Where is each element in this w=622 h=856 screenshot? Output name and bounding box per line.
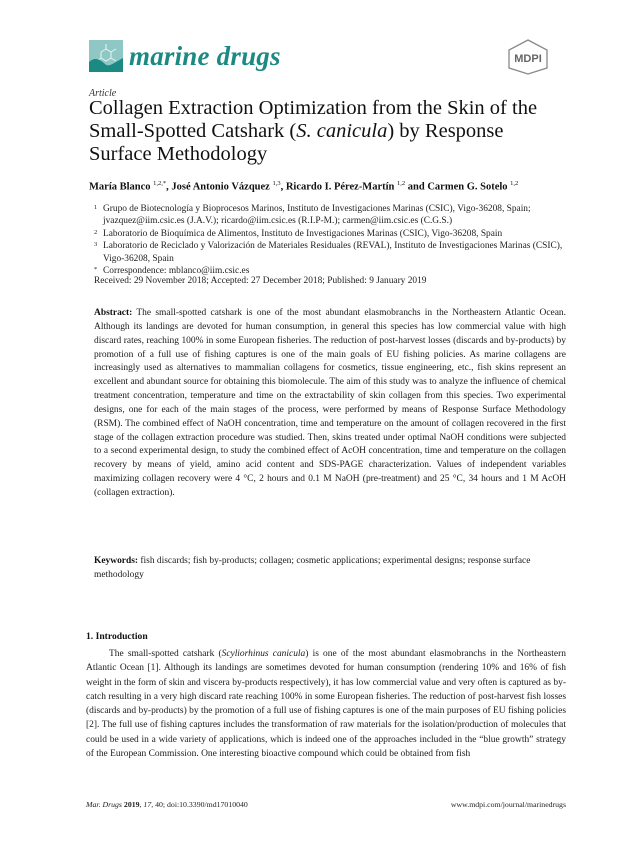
affiliation-item <box>94 240 564 265</box>
title-part-2: ) by Response Surface Methodology <box>89 120 504 165</box>
keywords <box>94 555 566 583</box>
keywords-text: fish discards; fish by-products; collagen; cosmetic applications; experimental designs; response surface methodology <box>94 556 531 580</box>
affiliations <box>94 203 564 277</box>
intro-text: The small-spotted catshark ( <box>109 649 222 659</box>
molecule-wave-icon <box>89 40 123 72</box>
author-name[interactable]: Ricardo I. Pérez-Martín <box>285 181 395 193</box>
article-type: Article <box>89 88 117 99</box>
author-list <box>89 180 559 193</box>
affiliation-mark: 1 <box>94 204 98 211</box>
intro-text: ) is one of the most abundant elasmobranchs in the Northeastern Atlantic Ocean [1]. Although its landings are sometimes devoted for human consumption (rendering 10% and 16% of fish weight in the form of skin and viscera by-products respectively), it has low commercial value and very often is captured as by-catch resulting in a very high discard rate reaching 100% in some European fisheries. The reduction of post-harvest fish losses (discards and by-products) by the promotion of a full use of fishing captures is one of the main purposes of EU fishing policies [2]. The full use of fishing captures includes the transformation of raw materials for the isolation/production of molecules that could be used in a wide variety of applications, which is indeed one of the approaches included in the “blue growth” strategy of the European Commission. One interesting bioactive compound which could be obtained from fish <box>86 649 566 760</box>
affiliation-mark: 2 <box>94 228 98 236</box>
introduction-paragraph <box>86 647 566 761</box>
footer-citation: Mar. Drugs 2019, 17, 40; doi:10.3390/md17010040 <box>86 800 248 809</box>
publication-dates: Received: 29 November 2018; Accepted: 27 December 2018; Published: 9 January 2019 <box>94 276 427 286</box>
section-heading-introduction: 1. Introduction <box>86 631 148 642</box>
correspondence-text[interactable]: Correspondence: mblanco@iim.csic.es <box>103 266 250 277</box>
author-affiliation-marks: 1,2 <box>510 180 519 187</box>
keywords-label: Keywords: <box>94 556 139 566</box>
footer-year: 2019 <box>123 800 140 809</box>
affiliation-text: Laboratorio de Bioquímica de Alimentos, Instituto de Investigaciones Marinas (CSIC), Vigo-36208, Spain <box>103 228 503 239</box>
affiliation-item <box>94 228 564 240</box>
affiliation-text: Grupo de Biotecnología y Bioprocesos Marinos, Instituto de Investigaciones Marinas (CSIC), Vigo-36208, Spain; jvazquez@iim.csic.es (J.A.V.); ricardo@iim.csic.es (R.I.P-M.); carmen@iim.csic.es (C.G.S.) <box>103 204 531 227</box>
affiliation-item <box>94 203 564 228</box>
article-title <box>89 97 559 166</box>
mdpi-logo <box>505 38 551 76</box>
author-separator: and <box>405 181 428 193</box>
author-name[interactable]: María Blanco <box>89 181 151 193</box>
affiliation-text: Laboratorio de Reciclado y Valorización de Materiales Residuales (REVAL), Instituto de Investigaciones Marinas (CSIC), Vigo-36208, Spain <box>103 241 563 264</box>
affiliation-mark: 3 <box>94 241 98 249</box>
footer-doi[interactable]: , 40; doi:10.3390/md17010040 <box>151 800 248 809</box>
intro-species: Scyliorhinus canicula <box>221 649 306 659</box>
abstract-text: The small-spotted catshark is one of the most abundant elasmobranchs in the Northeastern Atlantic Ocean. Although its landings are devoted for human consumption, in general this species has low commercial value with high discard rates, reaching 100% in some European fisheries. The reduction of post-harvest losses (discards and by-products) by promotion of a full use of fishing captures is one of the main goals of EU fishing policies. As marine collagens are increasingly used as alternatives to mammalian collagens for cosmetics, tissue engineering, etc., fish skins represent an excellent and abundant source for obtaining this biomolecule. The aim of this study was to analyze the influence of chemical treatment concentration, temperature and time on the extractability of skin collagen from this species. Two experimental designs, one for each of the main stages of the process, were performed by means of Response Surface Methodology (RSM). The combined effect of NaOH concentration, time and temperature on the amount of collagen recovered in the first stage of the collagen extraction procedure was studied. Then, skins treated under optimal NaOH conditions were subjected to a second experimental design, to study the combined effect of AcOH concentration, time and temperature on the collagen recovery by means of yield, amino acid content and SDS-PAGE characterization. Values of independent variables maximizing collagen recovery were 4 °C, 2 hours and 0.1 M NaOH (pre-treatment) and 25 °C, 34 hours and 1 M AcOH (collagen extraction). <box>94 308 566 498</box>
journal-logo <box>89 40 281 72</box>
journal-name: marine drugs <box>129 40 281 71</box>
author-name[interactable]: José Antonio Vázquez <box>171 181 270 193</box>
author-separator: , <box>280 181 286 193</box>
title-part-1: Collagen Extraction Optimization from the Skin of the Small-Spotted Catshark ( <box>89 97 538 142</box>
footer-volume: 17 <box>143 800 152 809</box>
author-separator: , <box>166 181 172 193</box>
affiliation-mark: * <box>94 266 98 274</box>
mdpi-logo-text: MDPI <box>514 53 542 65</box>
author-affiliation-marks: 1,2,* <box>153 180 167 187</box>
author-affiliation-marks: 1,3 <box>272 180 281 187</box>
footer-journal: Mar. Drugs <box>86 800 122 809</box>
footer-journal-url[interactable]: www.mdpi.com/journal/marinedrugs <box>450 800 566 809</box>
title-species: S. canicula <box>296 120 388 142</box>
abstract <box>94 307 566 501</box>
author-affiliation-marks: 1,2 <box>397 180 406 187</box>
author-name[interactable]: Carmen G. Sotelo <box>427 181 508 193</box>
abstract-label: Abstract: <box>94 308 133 318</box>
